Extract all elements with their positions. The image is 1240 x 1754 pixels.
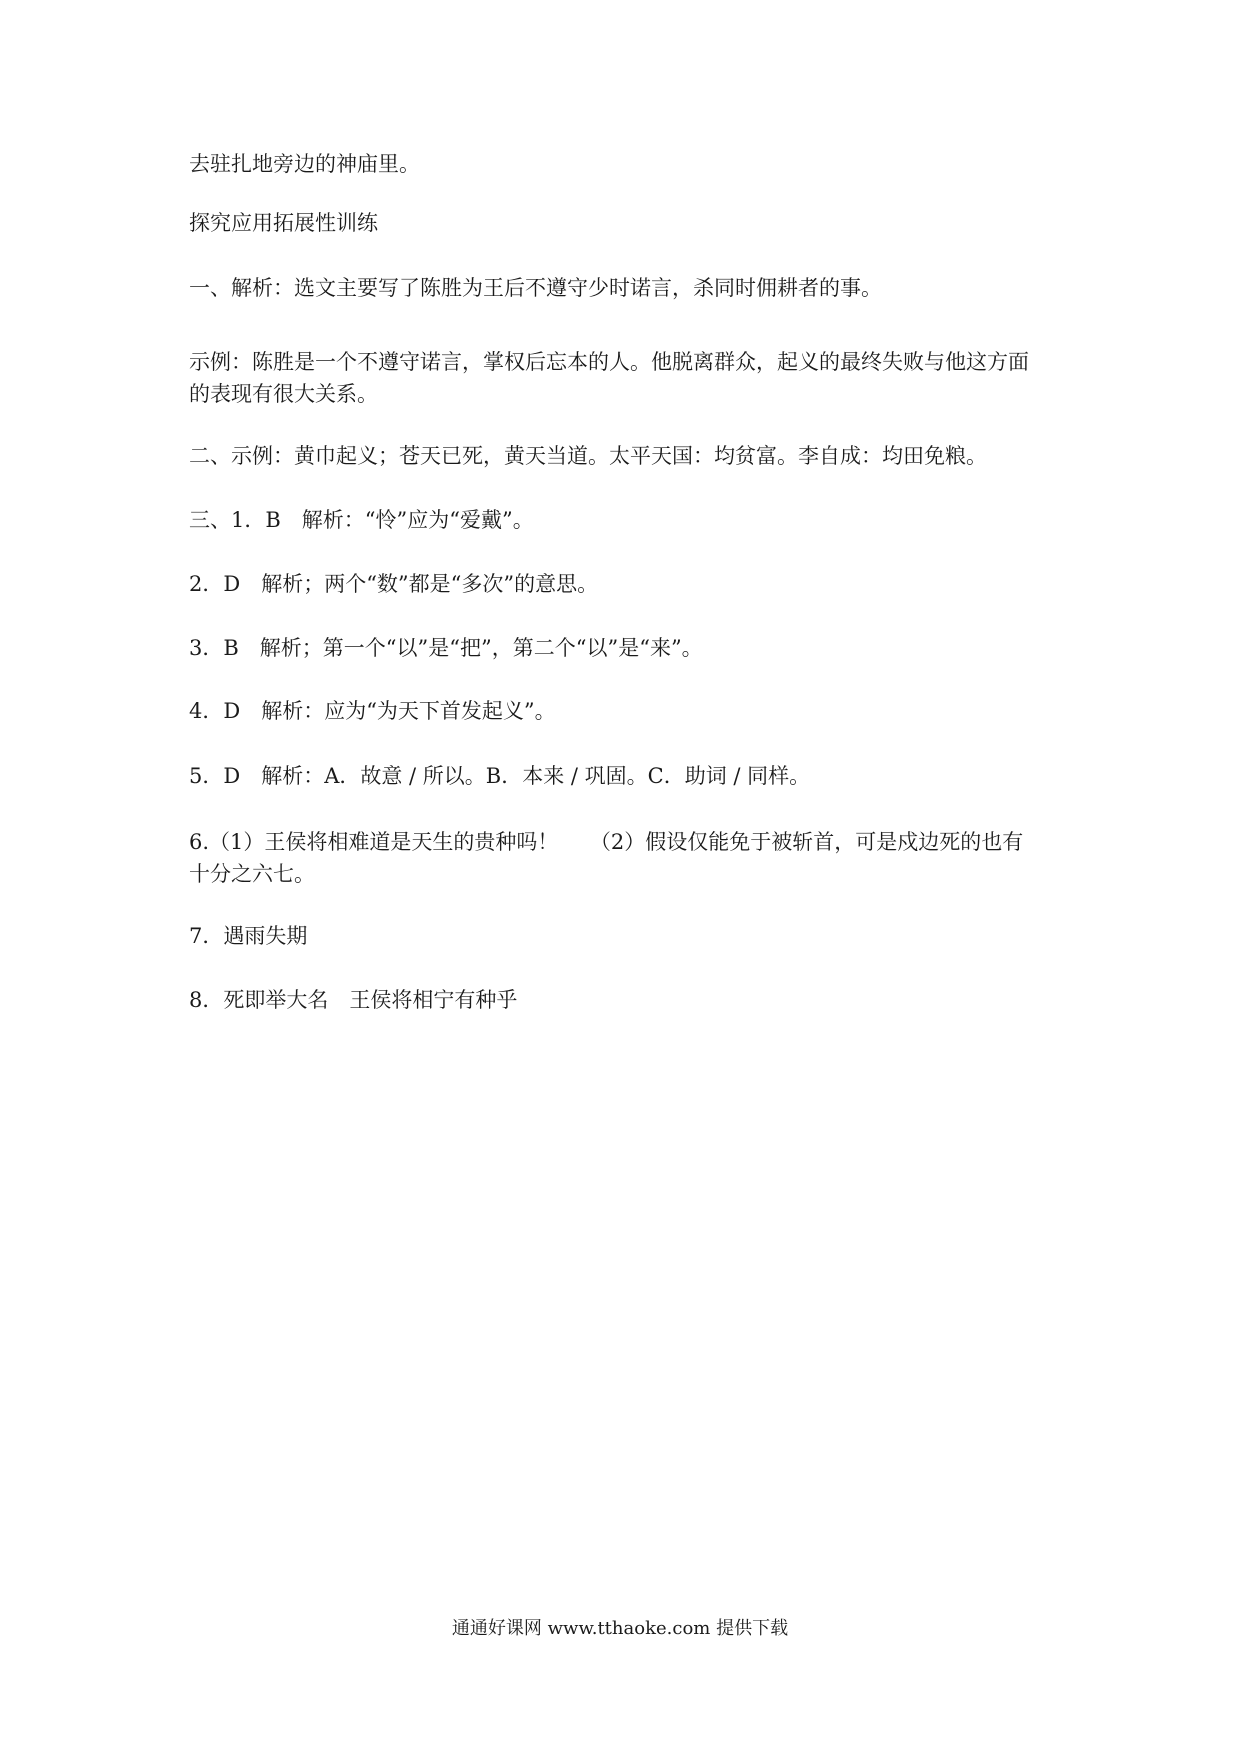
page-footer: 通通好课网 www.tthaoke.com 提供下载 bbox=[451, 1618, 789, 1639]
answer-3-item-6-line-2: 十分之六七。 bbox=[189, 862, 315, 886]
answer-3-item-7: 7．遇雨失期 bbox=[189, 924, 308, 948]
answer-1-example bbox=[189, 346, 1059, 410]
answer-3-item-1: 三、1．B 解析：“怜”应为“爱戴”。 bbox=[189, 508, 534, 532]
section-heading: 探究应用拓展性训练 bbox=[189, 211, 378, 235]
answer-3-item-6-line-1: 6.（1）王侯将相难道是天生的贵种吗！ （2）假设仅能免于被斩首，可是戍边死的也有 bbox=[189, 830, 1024, 854]
answer-1-example-line-2: 的表现有很大关系。 bbox=[189, 382, 378, 406]
answer-3-item-2: 2．D 解析；两个“数”都是“多次”的意思。 bbox=[189, 572, 599, 596]
answer-1-analysis: 一、解析：选文主要写了陈胜为王后不遵守少时诺言，杀同时佣耕者的事。 bbox=[189, 276, 882, 300]
answer-2-example: 二、示例：黄巾起义；苍天已死，黄天当道。太平天国：均贫富。李自成：均田免粮。 bbox=[189, 444, 987, 468]
answer-3-item-3: 3．B 解析；第一个“以”是“把”，第二个“以”是“来”。 bbox=[189, 636, 703, 660]
answer-3-item-4: 4．D 解析：应为“为天下首发起义”。 bbox=[189, 699, 556, 723]
answer-1-example-line-1: 示例：陈胜是一个不遵守诺言，掌权后忘本的人。他脱离群众，起义的最终失败与他这方面 bbox=[189, 350, 1029, 374]
answer-3-item-6 bbox=[189, 826, 1059, 890]
text-line-continuation: 去驻扎地旁边的神庙里。 bbox=[189, 152, 420, 176]
answer-3-item-5: 5．D 解析：A．故意 / 所以。B．本来 / 巩固。C．助词 / 同样。 bbox=[189, 764, 811, 788]
answer-3-item-8: 8．死即举大名 王侯将相宁有种乎 bbox=[189, 988, 518, 1012]
